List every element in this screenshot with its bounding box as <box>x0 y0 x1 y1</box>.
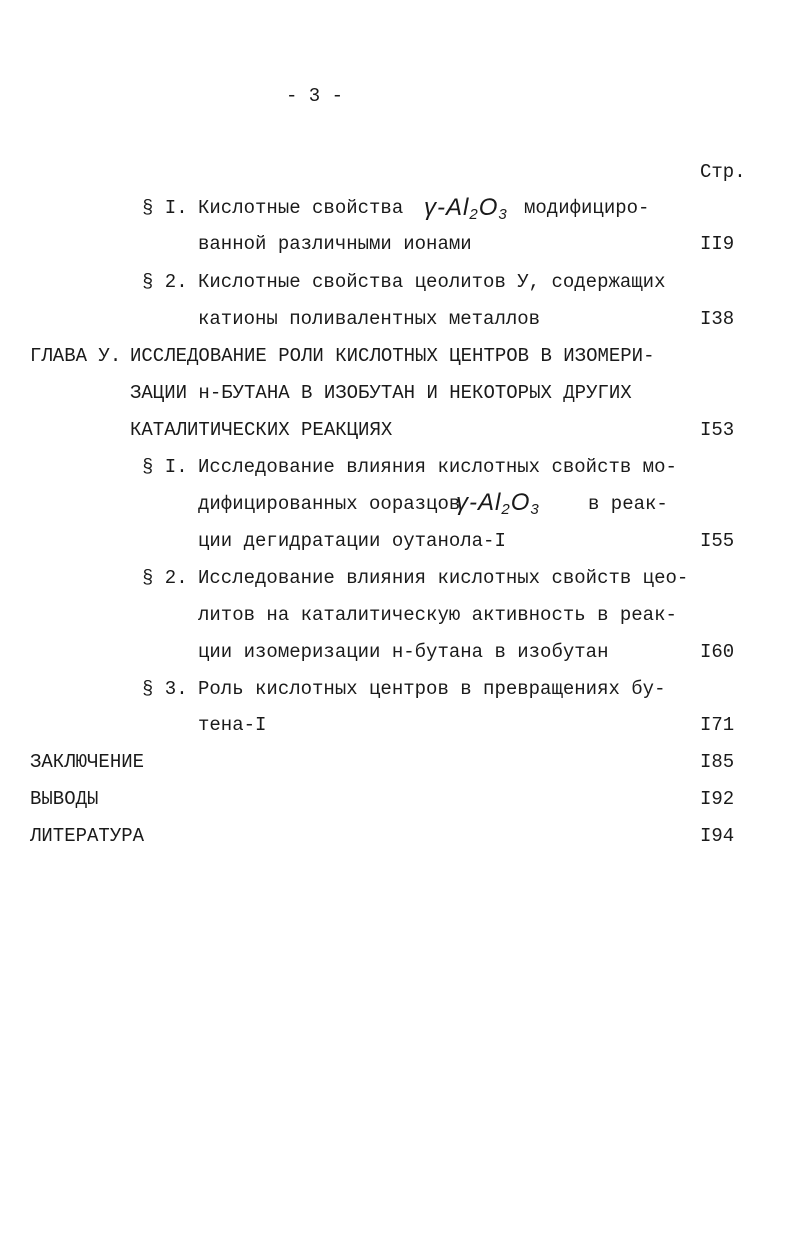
formula-sub: 3 <box>530 501 540 518</box>
toc-entry-line: Роль кислотных центров в превращениях бу- <box>198 678 666 700</box>
toc-entry-line: ции изомеризации н-бутана в изобутан <box>198 641 609 663</box>
toc-entry-page: I71 <box>700 714 735 736</box>
toc-chapter-line: ИССЛЕДОВАНИЕ РОЛИ КИСЛОТНЫХ ЦЕНТРОВ В ИЗОМЕРИ- <box>130 345 655 367</box>
toc-entry-line: ванной различными ионами <box>198 233 472 255</box>
toc-chapter-line: ЗАЦИИ н-БУТАНА В ИЗОБУТАН И НЕКОТОРЫХ ДРУГИХ <box>130 382 632 404</box>
toc-entry-page: I55 <box>700 530 735 552</box>
toc-entry-line: Кислотные свойства <box>198 197 404 219</box>
toc-entry-line: дифицированных ооразцов <box>198 493 461 515</box>
toc-entry-marker: § 2. <box>142 271 188 293</box>
toc-entry-line: ции дегидратации оутанола-I <box>198 530 506 552</box>
toc-entry-line: Исследование влияния кислотных свойств мо- <box>198 456 677 478</box>
formula-o: O <box>510 489 531 516</box>
toc-entry-page: I85 <box>700 751 735 773</box>
toc-entry-line: катионы поливалентных металлов <box>198 308 541 330</box>
toc-entry-marker: § 2. <box>142 567 188 589</box>
toc-entry-label: ВЫВОДЫ <box>30 788 99 810</box>
formula-gamma: γ- <box>424 194 446 221</box>
toc-entry-page: I94 <box>700 825 735 847</box>
page-number: - 3 - <box>286 85 344 107</box>
toc-chapter-line: КАТАЛИТИЧЕСКИХ РЕАКЦИЯХ <box>130 419 393 441</box>
toc-entry-line: модифициро- <box>524 197 650 219</box>
toc-entry-marker: § I. <box>142 456 188 478</box>
toc-entry-line: в реак- <box>588 493 668 515</box>
toc-entry-label: ЛИТЕРАТУРА <box>30 825 145 847</box>
formula-sub: 2 <box>501 501 511 518</box>
toc-entry-page: II9 <box>700 233 735 255</box>
formula-al: Al <box>446 194 470 221</box>
formula-gamma: γ- <box>456 489 478 516</box>
formula-sub: 2 <box>469 206 479 223</box>
toc-entry-label: ЗАКЛЮЧЕНИЕ <box>30 751 145 773</box>
toc-entry-page: I38 <box>700 308 735 330</box>
pages-column-header: Стр. <box>700 161 746 183</box>
toc-entry-page: I53 <box>700 419 735 441</box>
toc-entry-line: тена-I <box>198 714 267 736</box>
formula-o: O <box>478 194 499 221</box>
toc-entry-line: Исследование влияния кислотных свойств цео- <box>198 567 689 589</box>
formula-sub: 3 <box>498 206 508 223</box>
toc-entry-line: Кислотные свойства цеолитов У, содержащих <box>198 271 666 293</box>
toc-entry-marker: § I. <box>142 197 188 219</box>
toc-chapter-marker: ГЛАВА У. <box>30 345 122 367</box>
toc-entry-page: I60 <box>700 641 735 663</box>
formula-gamma-al2o3 <box>424 192 508 224</box>
formula-gamma-al2o3 <box>456 487 540 519</box>
toc-entry-marker: § 3. <box>142 678 188 700</box>
formula-al: Al <box>478 489 502 516</box>
toc-entry-line: литов на каталитическую активность в реак- <box>198 604 677 626</box>
toc-entry-page: I92 <box>700 788 735 810</box>
